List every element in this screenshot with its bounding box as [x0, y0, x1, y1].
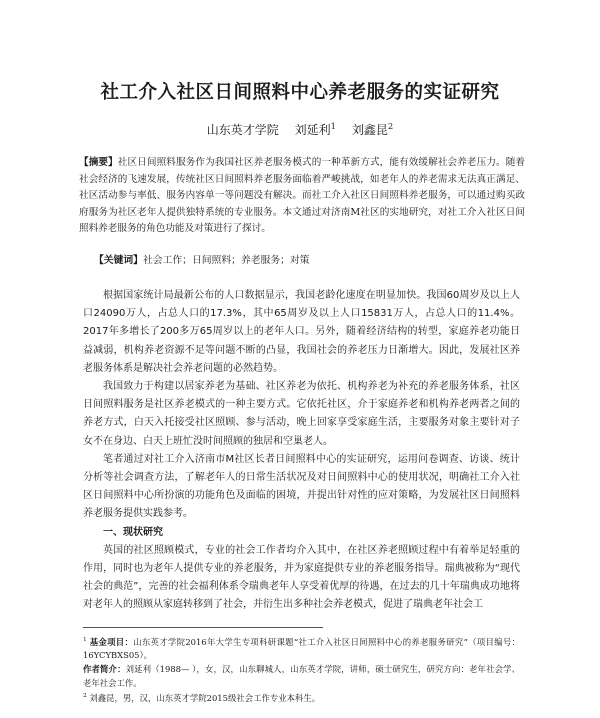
author-2	[352, 123, 393, 137]
author-2-name: 刘鑫昆	[351, 123, 388, 137]
body-paragraph-3: 笔者通过对社工介入济南市M社区长者日间照料中心的实证研究，运用问卷调查、访谈、统计分析等社会调查方法，了解老年人的日常生活状况及对日间照料中心的使用状况，明确社工介入社区日间照料中心所扮演的功能角色及面临的困境，并提出针对性的应对策略，为发展社区日间照料养老服务提供实践参考。	[83, 453, 520, 520]
author-1-name: 刘延利	[294, 123, 331, 137]
body-text	[83, 281, 520, 615]
author-line	[0, 121, 600, 138]
abstract-text: 社区日间照料服务作为我国社区养老服务模式的一种革新方式，能有效缓解社会养老压力。随着社会经济的飞速发展，传统社区日间照料养老服务面临着严峻挑战，如老年人的养老需求无法真正满足、社区活动参与率低、服务内容单一等问题没有解决。而社工介入社区日间照料养老服务，可以通过购买政府服务为社区老年人提供独特系统的专业服务。本文通过对济南M社区的实地研究，对社工介入社区日间照料养老服务的角色功能及对策进行了探讨。	[79, 157, 526, 234]
footnotes	[83, 634, 520, 706]
section-heading-1: 一、现状研究	[103, 526, 163, 538]
footnote-funding	[83, 634, 520, 663]
keywords-label: 【关键词】	[94, 255, 143, 266]
footnote-1-text: 山东英才学院2016年大学生专项科研课题“社工介入社区日间照料中心的养老服务研究”（项目编号：16YCYBXS05）。	[83, 636, 520, 661]
abstract	[79, 155, 525, 238]
affiliation: 山东英才学院	[206, 123, 279, 137]
footnote-1-mark: 1	[83, 637, 87, 643]
author-1	[295, 123, 336, 137]
body-paragraph-2: 我国致力于构建以居家养老为基础、社区养老为依托、机构养老为补充的养老服务体系，社区日间照料服务是社区养老模式的一种主要方式。它依托社区，介于家庭养老和机构养老两者之间的养老方式，白天入托接受社区照顾、参与活动，晚上回家享受家庭生活，主要服务对象主要针对子女不在身边、白天上班忙没时间照顾的独居和空巢老人。	[83, 381, 520, 447]
footnote-2-label: 作者简介：	[83, 663, 126, 674]
abstract-label: 【摘要】	[79, 157, 118, 168]
keywords-text: 社会工作；日间照料；养老服务；对策	[142, 255, 310, 266]
footnote-3-mark: 2	[83, 693, 87, 700]
keywords	[94, 252, 310, 266]
footnote-2-text: 刘延利（1988— ），女，汉，山东聊城人，山东英才学院，讲师，硕士研究生，研究方向：老年社会学、老年社会工作。	[83, 663, 521, 688]
author-2-mark: 2	[387, 121, 394, 131]
footnote-author-bio	[83, 663, 520, 690]
body-paragraph-1: 根据国家统计局最新公布的人口数据显示，我国老龄化速度在明显加快。我国60周岁及以上人口24090万人，占总人口的17.3%，其中65周岁及以上人口15831万人，占总人口的11.4%。2017年多增长了200多万65周岁以上的老年人口。另外，随着经济结构的转型，家庭养老功能日益减弱，机构养老资源不足等问题不断的凸显，我国社会的养老压力日渐增大。因此，发展社区养老服务体系是解决社会养老问题的必然趋势。	[83, 290, 520, 374]
footnote-author-2	[83, 690, 520, 705]
body-paragraph-4: 英国的社区照顾模式，专业的社会工作者均介入其中，在社区养老照顾过程中有着举足轻重的作用，同时也为老年人提供专业的养老服务，并为家庭提供专业的养老服务指导。瑞典被称为“现代社会的典范”，完善的社会福利体系令瑞典老年人享受着优厚的待遇，在过去的几十年瑞典成功地将对老年人的照顾从家庭转移到了社会，并衍生出多种社会养老模式，促进了瑞典老年社会工	[83, 544, 520, 611]
paper-title: 社工介入社区日间照料中心养老服务的实证研究	[100, 82, 500, 103]
footnote-3-text: 刘鑫昆，男，汉，山东英才学院2015级社会工作专业本科生。	[89, 692, 321, 703]
author-1-mark: 1	[330, 121, 336, 131]
footnote-1-label: 基金项目：	[89, 636, 134, 647]
footnote-divider	[83, 627, 323, 628]
